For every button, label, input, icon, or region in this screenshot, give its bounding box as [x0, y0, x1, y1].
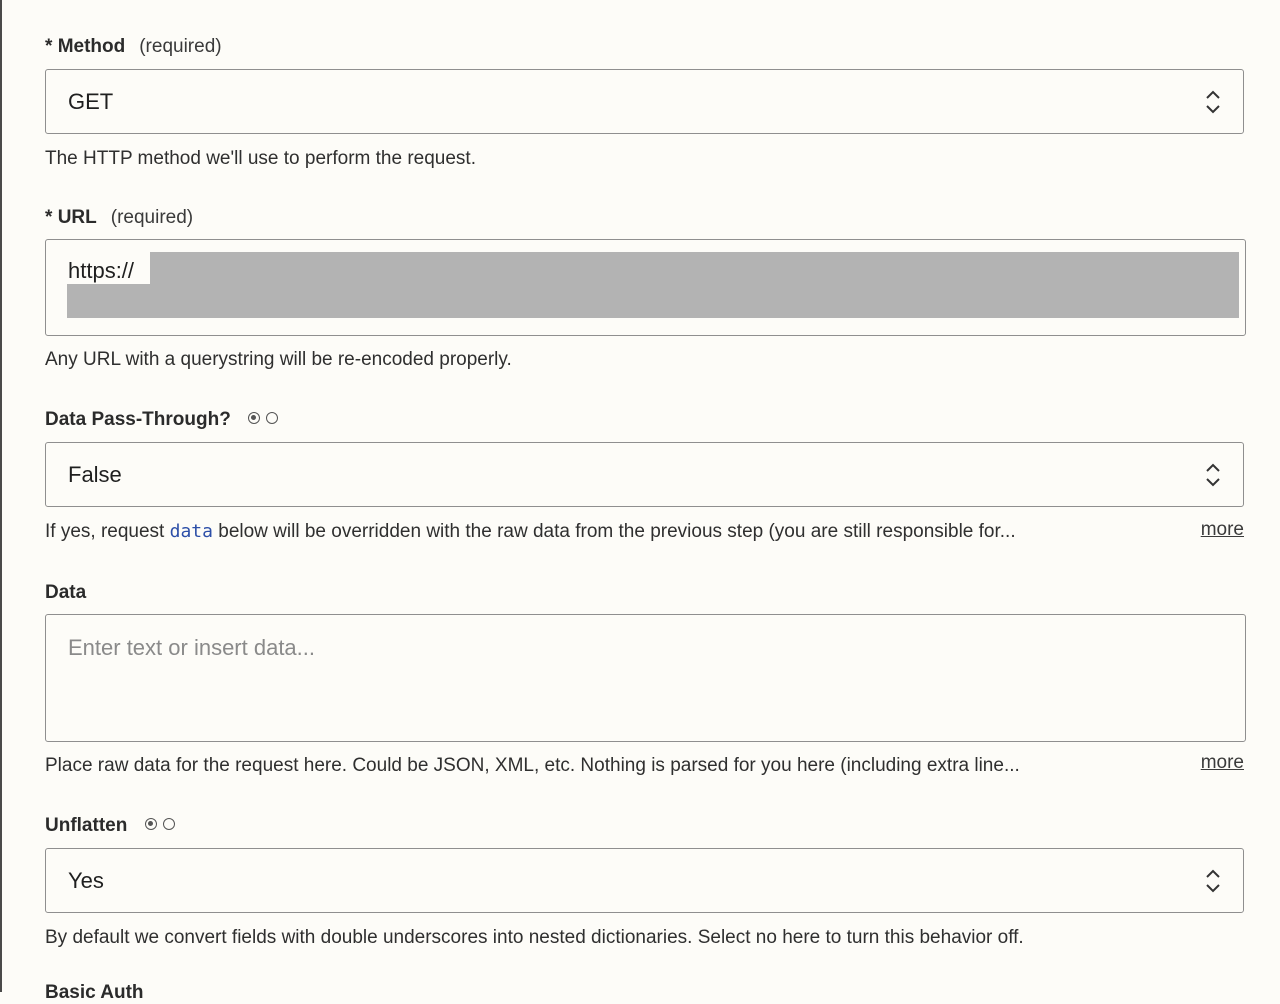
radio-icon[interactable] — [248, 412, 260, 424]
unflatten-help: By default we convert fields with double underscores into nested dictionaries. Select no here to turn this behavior off. — [45, 927, 1024, 948]
url-label: * URL (required) — [45, 207, 194, 228]
redacted-url-line-1 — [150, 252, 1239, 285]
pass-through-select[interactable] — [45, 442, 1244, 507]
url-input[interactable] — [45, 239, 1246, 336]
pass-through-select-value: False — [68, 462, 122, 487]
pass-through-radio-group — [248, 412, 278, 424]
url-required-note: (required) — [110, 207, 194, 228]
radio-icon[interactable] — [145, 818, 157, 830]
pass-through-more-link[interactable]: more — [1200, 519, 1244, 540]
pass-through-label: Data Pass-Through? — [45, 409, 278, 431]
pass-through-help: If yes, request data below will be overridden with the raw data from the previous step (you are still responsible for... — [45, 521, 1016, 542]
method-select[interactable] — [45, 69, 1244, 134]
data-label: Data — [45, 582, 87, 603]
data-more-link[interactable]: more — [1200, 752, 1244, 773]
unflatten-select-value: Yes — [68, 868, 104, 893]
data-help: Place raw data for the request here. Could be JSON, XML, etc. Nothing is parsed for you here (including extra line... — [45, 755, 1020, 776]
data-input-placeholder: Enter text or insert data... — [68, 635, 316, 660]
method-help: The HTTP method we'll use to perform the request. — [45, 148, 476, 169]
method-select-value: GET — [68, 89, 114, 114]
unflatten-label: Unflatten — [45, 815, 175, 837]
data-input[interactable] — [45, 614, 1246, 742]
url-input-value: https:// — [68, 258, 135, 283]
basic-auth-label: Basic Auth — [45, 982, 144, 1003]
chevron-up-down-icon — [1203, 460, 1223, 490]
radio-icon[interactable] — [266, 412, 278, 424]
chevron-up-down-icon — [1203, 87, 1223, 117]
chevron-up-down-icon — [1203, 866, 1223, 896]
url-help: Any URL with a querystring will be re-encoded properly. — [45, 349, 512, 370]
unflatten-select[interactable] — [45, 848, 1244, 913]
redacted-url-line-2 — [67, 284, 1239, 318]
radio-icon[interactable] — [163, 818, 175, 830]
unflatten-radio-group — [145, 818, 175, 830]
data-code-ref: data — [169, 521, 213, 542]
method-required-note: (required) — [139, 36, 222, 57]
method-label: * Method (required) — [45, 36, 222, 57]
